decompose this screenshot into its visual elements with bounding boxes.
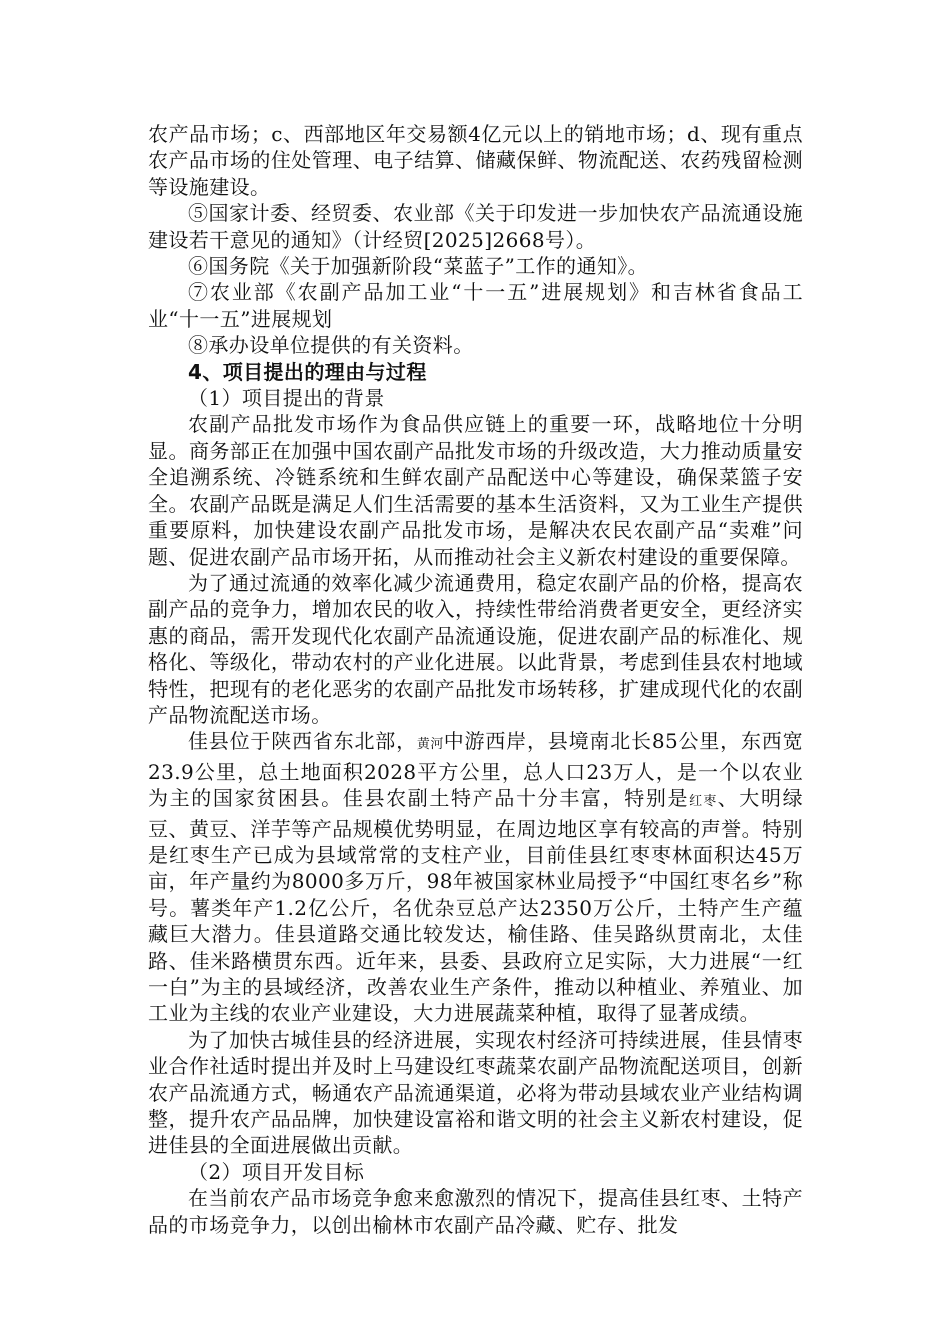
county-text-b: 中游西岸，县境南北长85公里，东西宽23.9公里，总土地面积2028平方公里，总人口23万人，是一个以农业为主的国家贫困县。佳县农副土特产品十分丰富，特别是	[148, 729, 803, 811]
subheading-objectives: （2）项目开发目标	[188, 1159, 365, 1184]
reference-item-5: ⑤国家计委、经贸委、农业部《关于印发进一步加快农产品流通设施建设若干意见的通知》（计经贸[2025]2668号）。	[148, 201, 803, 252]
paragraph-objectives: 在当前农产品市场竞争愈来愈激烈的情况下，提高佳县红枣、土特产品的市场竞争力，以创出榆林市农副产品冷藏、贮存、批发	[148, 1186, 803, 1237]
reference-item-7: ⑦农业部《农副产品加工业“十一五”进展规划》和吉林省食品工业“十一五”进展规划	[148, 280, 803, 331]
paragraph-county-overview	[148, 728, 803, 1026]
reference-item-6: ⑥国务院《关于加强新阶段“菜蓝子”工作的通知》。	[188, 254, 649, 279]
county-text-a: 佳县位于陕西省东北部，	[188, 729, 417, 754]
county-text-c: 、大明绿豆、黄豆、洋芋等产品规模优势明显，在周边地区享有较高的声誉。特别是红枣生产已成为县域常常的支柱产业，目前佳县红枣枣林面积达45万亩，年产量约为8000多万斤，98年被国家林业局授予“中国红枣名乡”称号。薯类年产1.2亿公斤，名优杂豆总产达2350万公斤，土特产生产蕴藏巨大潜力。佳县道路交通比较发达，榆佳路、佳吴路纵贯南北，太佳路、佳米路横贯东西。近年来，县委、县政府立足实际，大力进展“一红一白”为主的县域经济，改善农业生产条件，推动以种植业、养殖业、加工业为主线的农业产业建设，大力进展蔬菜种植，取得了显著成绩。	[148, 786, 803, 1026]
document-page	[148, 121, 803, 1238]
paragraph-circulation: 为了通过流通的效率化减少流通费用，稳定农副产品的价格，提高农副产品的竞争力，增加农民的收入，持续性带给消费者更安全，更经济实惠的商品，需开发现代化农副产品流通设施，促进农副产品的标准化、规格化、等级化，带动农村的产业化进展。以此背景，考虑到佳县农村地域特性，把现有的老化恶劣的农副产品批发市场转移，扩建成现代化的农副产品物流配送市场。	[148, 570, 803, 727]
paragraph-wholesale-market: 农副产品批发市场作为食品供应链上的重要一环，战略地位十分明显。商务部正在加强中国农副产品批发市场的升级改造，大力推动质量安全追溯系统、冷链系统和生鲜农副产品配送中心等建设，确保菜篮子安全。农副产品既是满足人们生活需要的基本生活资料，又为工业生产提供重要原料，加快建设农副产品批发市场，是解决农民农副产品“卖难”问题、促进农副产品市场开拓，从而推动社会主义新农村建设的重要保障。	[148, 412, 803, 569]
subheading-background: （1）项目提出的背景	[188, 386, 385, 411]
county-text-small-river: 黄河	[416, 737, 444, 753]
paragraph-market-list: 农产品市场；c、西部地区年交易额4亿元以上的销地市场；d、现有重点农产品市场的住处管理、电子结算、储藏保鲜、物流配送、农药残留检测等设施建设。	[148, 122, 803, 199]
paragraph-project-proposal: 为了加快古城佳县的经济进展，实现农村经济可持续进展，佳县情枣业合作社适时提出并及时上马建设红枣蔬菜农副产品物流配送项目，创新农产品流通方式，畅通农产品流通渠道，必将为带动县域农业产业结构调整，提升农产品品牌，加快建设富裕和谐文明的社会主义新农村建设，促进佳县的全面进展做出贡献。	[148, 1027, 803, 1158]
reference-item-8: ⑧承办设单位提供的有关资料。	[188, 333, 474, 358]
county-text-small-jujube: 红枣	[689, 794, 718, 810]
section-heading-4: 4、项目提出的理由与过程	[188, 359, 427, 384]
